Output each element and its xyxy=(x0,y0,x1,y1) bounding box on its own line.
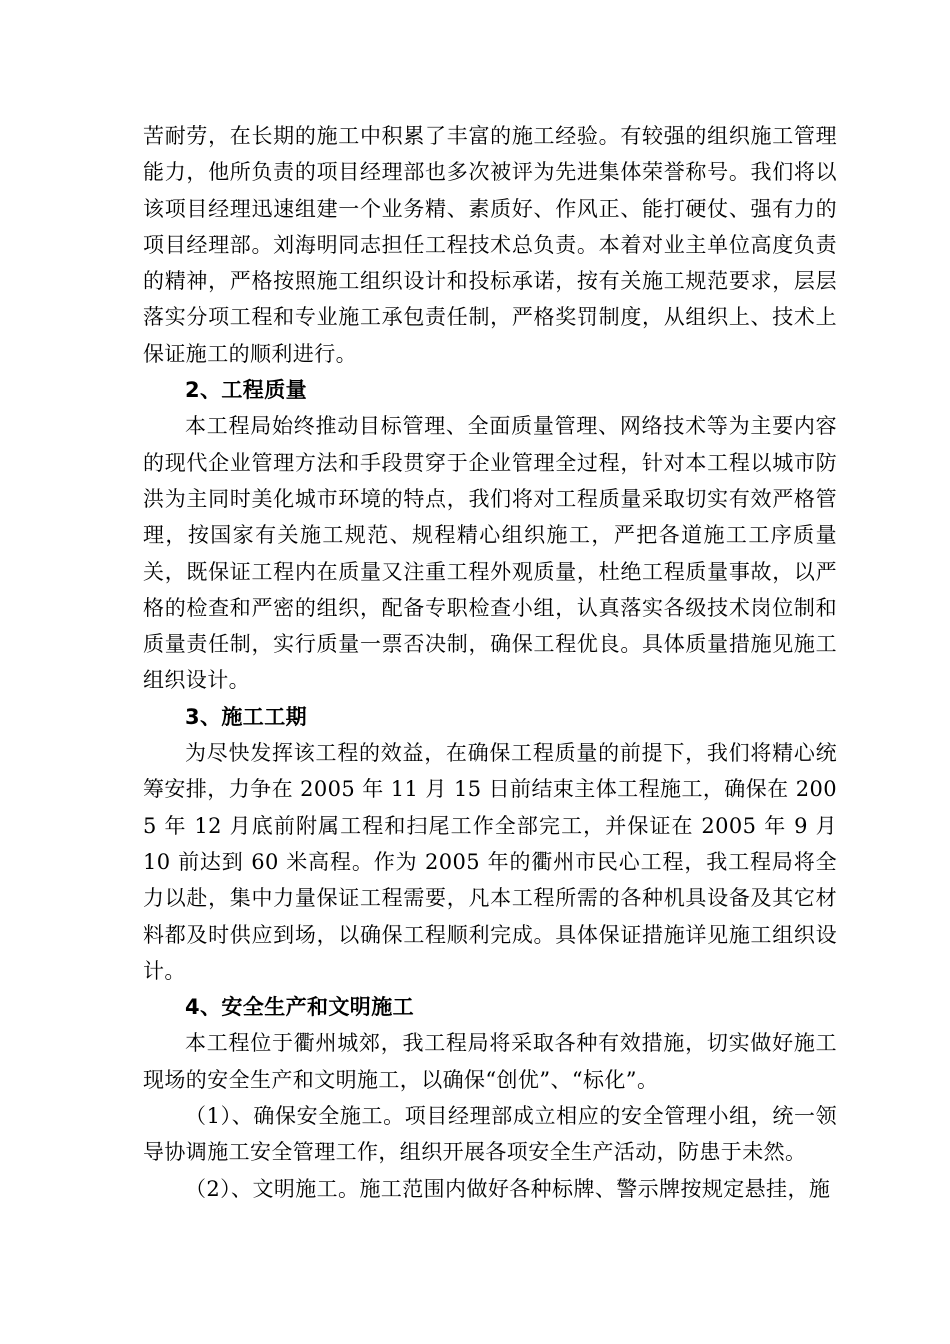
heading-safety: 4、安全生产和文明施工 xyxy=(185,995,415,1020)
paragraph-schedule: 为尽快发挥该工程的效益，在确保工程质量的前提下，我们将精心统筹安排，力争在 2005 年 11 月 15 日前结束主体工程施工，确保在 2005 年 12 月底前附属工程和扫尾工作全部完工，并保证在 2005 年 9 月 10 前达到 60 米高程。作为 2005 年的衢州市民心工程，我工程局将全力以赴，集中力量保证工程需要，凡本工程所需的各种机具设备及其它材料都及时供应到场，以确保工程顺利完成。具体保证措施详见施工组织设计。 xyxy=(143,741,837,983)
paragraph-safety-2: （2）、文明施工。施工范围内做好各种标牌、警示牌按规定悬挂，施 xyxy=(185,1176,831,1201)
heading-quality: 2、工程质量 xyxy=(185,378,308,403)
paragraph-safety-intro: 本工程位于衢州城郊，我工程局将采取各种有效措施，切实做好施工现场的安全生产和文明施工，以确保“创优”、“标化”。 xyxy=(143,1031,837,1092)
paragraph-project-management: 苦耐劳，在长期的施工中积累了丰富的施工经验。有较强的组织施工管理能力，他所负责的项目经理部也多次被评为先进集体荣誉称号。我们将以该项目经理迅速组建一个业务精、素质好、作风正、能打硬仗、强有力的项目经理部。刘海明同志担任工程技术总负责。本着对业主单位高度负责的精神，严格按照施工组织设计和投标承诺，按有关施工规范要求，层层落实分项工程和专业施工承包责任制，严格奖罚制度，从组织上、技术上保证施工的顺利进行。 xyxy=(143,124,837,366)
document-page xyxy=(143,118,837,1207)
paragraph-quality: 本工程局始终推动目标管理、全面质量管理、网络技术等为主要内容的现代企业管理方法和手段贯穿于企业管理全过程，针对本工程以城市防洪为主同时美化城市环境的特点，我们将对工程质量采取切实有效严格管理，按国家有关施工规范、规程精心组织施工，严把各道施工工序质量关，既保证工程内在质量又注重工程外观质量，杜绝工程质量事故，以严格的检查和严密的组织，配备专职检查小组，认真落实各级技术岗位制和质量责任制，实行质量一票否决制，确保工程优良。具体质量措施见施工组织设计。 xyxy=(143,414,837,693)
paragraph-safety-1: （1）、确保安全施工。项目经理部成立相应的安全管理小组，统一领导协调施工安全管理工作，组织开展各项安全生产活动，防患于未然。 xyxy=(143,1104,837,1165)
heading-schedule: 3、施工工期 xyxy=(185,704,308,729)
